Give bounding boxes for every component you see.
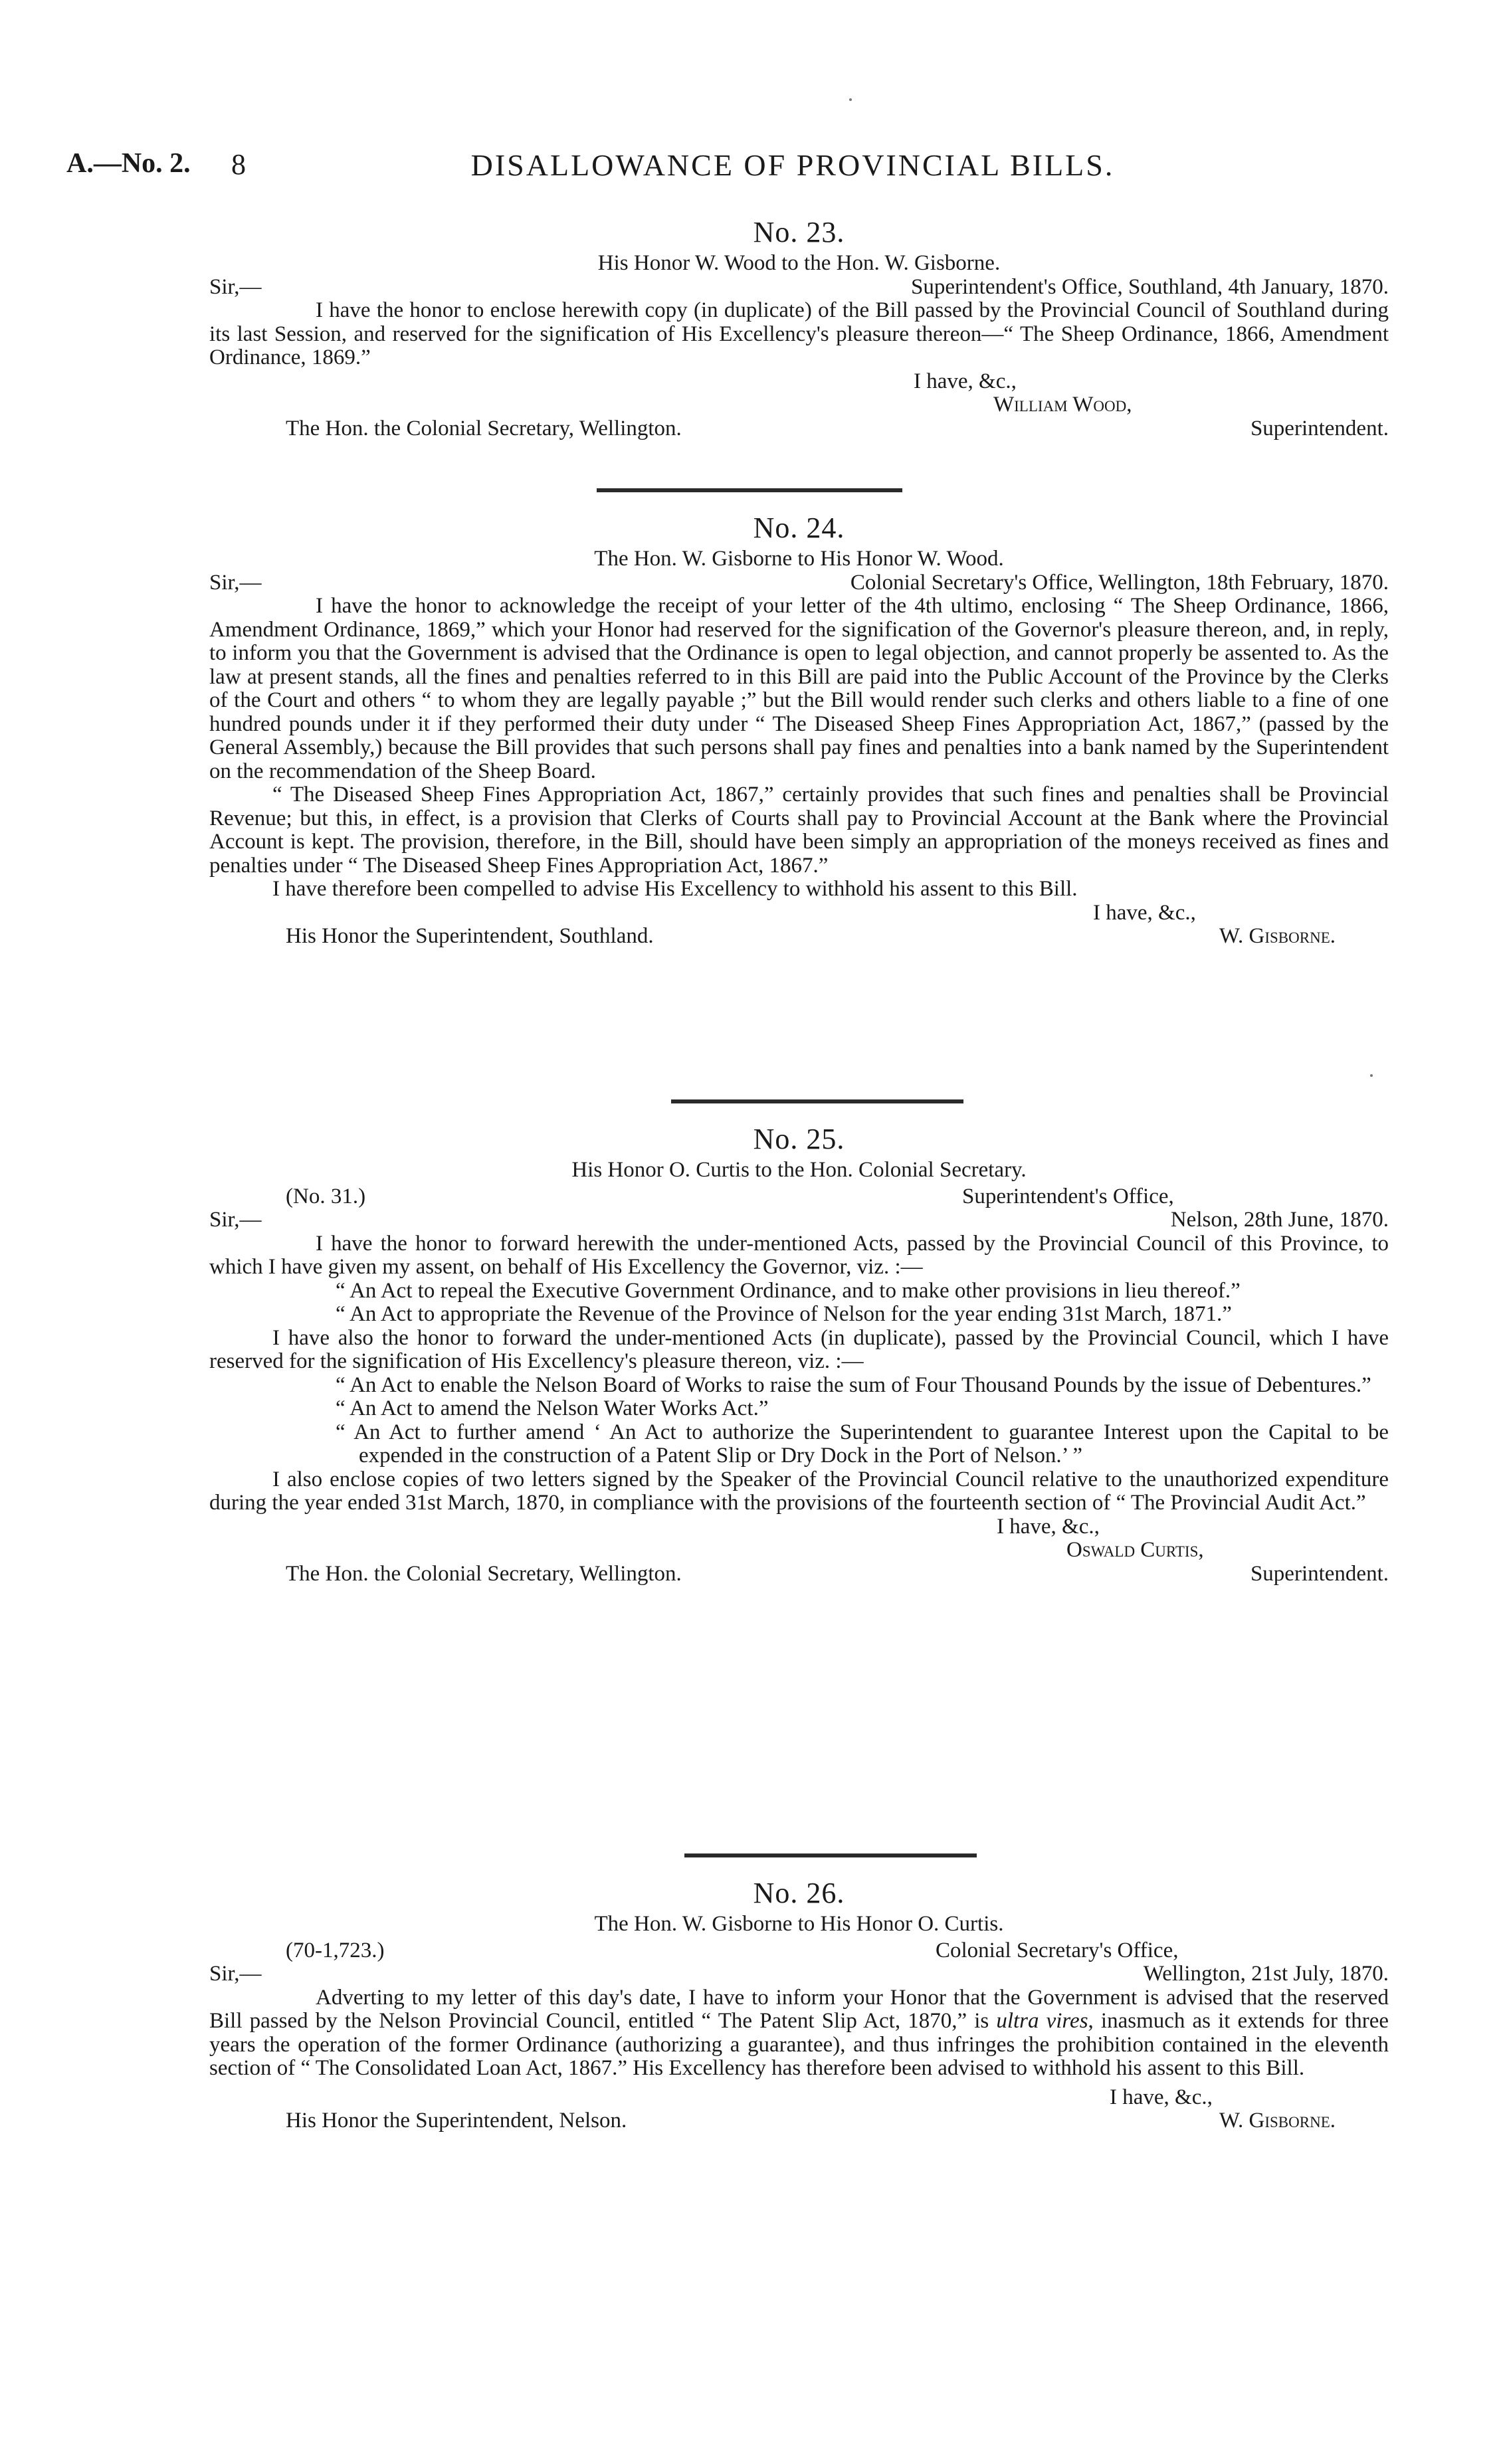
divider-rule bbox=[684, 1853, 977, 1857]
paper-reference: A.—No. 2. bbox=[66, 148, 191, 179]
page-header bbox=[0, 147, 1499, 194]
addressee: His Honor the Superintendent, Nelson. bbox=[286, 2109, 627, 2132]
salutation-row bbox=[209, 276, 1389, 300]
office: Superintendent's Office, bbox=[962, 1184, 1174, 1208]
acts-reserved-list bbox=[209, 1374, 1389, 1468]
addressee: His Honor the Superintendent, Southland. bbox=[286, 924, 654, 948]
signature-row bbox=[209, 393, 1389, 417]
signature-title: Superintendent. bbox=[1250, 416, 1389, 440]
signature: W. Gisborne. bbox=[1219, 924, 1336, 948]
act-item: “ An Act to further amend ‘ An Act to authorize the Superintendent to guarantee Interest upon the Capital to be expended in the construction of a Patent Slip or Dry Dock in the Port of Nelson.’ ” bbox=[336, 1420, 1389, 1468]
reference-row bbox=[209, 1939, 1389, 1963]
addressee-row bbox=[209, 2109, 1389, 2133]
letter-from-to: The Hon. W. Gisborne to His Honor W. Wood. bbox=[594, 547, 1004, 571]
closing-row bbox=[209, 2086, 1389, 2110]
letter-25 bbox=[209, 1123, 1389, 1586]
salutation: Sir,— bbox=[209, 274, 262, 299]
reference-row bbox=[209, 1185, 1389, 1209]
act-item: “ An Act to repeal the Executive Government Ordinance, and to make other provisions in lieu thereof.” bbox=[336, 1278, 1241, 1303]
place-date: Superintendent's Office, Southland, 4th January, 1870. bbox=[911, 274, 1389, 299]
page-title: DISALLOWANCE OF PROVINCIAL BILLS. bbox=[470, 148, 1115, 182]
salutation: Sir,— bbox=[209, 1962, 262, 1986]
place-date: Wellington, 21st July, 1870. bbox=[1143, 1962, 1389, 1986]
page-number: 8 bbox=[231, 148, 246, 181]
letter-paragraph: I also enclose copies of two letters signed by the Speaker of the Provincial Council relative to the unauthorized expenditure during the year ended 31st March, 1870, in compliance with the provisions of the fourteenth section of “ The Provincial Audit Act.” bbox=[209, 1467, 1389, 1515]
addressee-row bbox=[209, 925, 1389, 949]
divider-rule bbox=[671, 1099, 963, 1103]
letter-body bbox=[209, 1986, 1389, 2081]
signature: William Wood, bbox=[993, 393, 1132, 417]
salutation: Sir,— bbox=[209, 570, 262, 595]
body-text: Adverting to my letter of this day's date, I have to inform your Honor that the Government is advised that the reserved Bill passed by the Nelson Provincial Council, entitled “ The Patent Slip Act, 1870,” is bbox=[209, 1985, 1389, 2033]
act-item: “ An Act to amend the Nelson Water Works Act.” bbox=[336, 1396, 769, 1420]
signature: W. Gisborne. bbox=[1219, 2109, 1336, 2132]
signature-row bbox=[209, 1539, 1389, 1563]
addressee: The Hon. the Colonial Secretary, Wellington. bbox=[286, 1561, 682, 1586]
letter-paragraph: I have the honor to forward herewith the under-mentioned Acts, passed by the Provincial Council of this Province, to which I have given my assent, on behalf of His Excellency the Governor, viz. :— bbox=[209, 1231, 1389, 1279]
act-item: “ An Act to appropriate the Revenue of the Province of Nelson for the year ending 31st March, 1871.” bbox=[336, 1302, 1232, 1326]
letter-paragraph: I have also the honor to forward the under-mentioned Acts (in duplicate), passed by the Provincial Council, which I have reserved for the signification of His Excellency's pleasure thereon, viz. :— bbox=[209, 1325, 1389, 1373]
body-text: , inasmuch as it extends for three years the operation of the former Ordinance (authorizing a guarantee), and thus infringes the prohibition contained in the eleventh section of “ The Consolidated Loan Act, 1867.” His Excellency has therefore been advised to withhold his assent to this Bill. bbox=[209, 2009, 1389, 2080]
office: Colonial Secretary's Office, bbox=[936, 1938, 1179, 1962]
letter-23 bbox=[209, 216, 1389, 440]
addressee: The Hon. the Colonial Secretary, Wellington. bbox=[286, 416, 682, 440]
divider-rule bbox=[597, 488, 902, 492]
letter-from-to: His Honor O. Curtis to the Hon. Colonial Secretary. bbox=[571, 1158, 1027, 1182]
letter-reference: (No. 31.) bbox=[286, 1184, 366, 1208]
letter-number: No. 24. bbox=[753, 512, 845, 544]
closing: I have, &c., bbox=[914, 369, 1017, 393]
letter-26 bbox=[209, 1877, 1389, 2133]
acts-assented-list bbox=[209, 1279, 1389, 1327]
salutation-row bbox=[209, 1962, 1389, 1986]
letter-paragraph: “ The Diseased Sheep Fines Appropriation Act, 1867,” certainly provides that such fines and penalties shall be Provincial Revenue; but this, in effect, is a provision that Clerks of Courts shall pay to Provincial Account at the Bank where the Provincial Account is kept. The provision, therefore, in the Bill, should have been simply an appropriation of the moneys received as fines and penalties under “ The Diseased Sheep Fines Appropriation Act, 1867.” bbox=[209, 783, 1389, 878]
closing-row bbox=[209, 370, 1389, 394]
signature: Oswald Curtis, bbox=[1066, 1538, 1204, 1562]
closing: I have, &c., bbox=[1110, 2085, 1213, 2109]
letter-24 bbox=[209, 512, 1389, 949]
closing-row bbox=[209, 1515, 1389, 1539]
closing: I have, &c., bbox=[1093, 900, 1196, 925]
place-date: Nelson, 28th June, 1870. bbox=[1170, 1208, 1389, 1232]
salutation-row bbox=[209, 571, 1389, 595]
addressee-row bbox=[209, 417, 1389, 441]
letter-reference: (70-1,723.) bbox=[286, 1938, 385, 1962]
closing-row bbox=[209, 901, 1389, 925]
letter-body: I have the honor to enclose herewith copy (in duplicate) of the Bill passed by the Provincial Council of Southland during its last Session, and reserved for the signification of His Excellency's pleasure thereon—“ The Sheep Ordinance, 1866, Amendment Ordinance, 1869.” bbox=[209, 298, 1389, 369]
place-date: Colonial Secretary's Office, Wellington, 18th February, 1870. bbox=[850, 570, 1389, 595]
letter-from-to: The Hon. W. Gisborne to His Honor O. Curtis. bbox=[594, 1912, 1004, 1936]
scan-speck bbox=[849, 98, 852, 101]
letter-paragraph: I have the honor to acknowledge the receipt of your letter of the 4th ultimo, enclosing “ The Sheep Ordinance, 1866, Amendment Ordinance, 1869,” which your Honor had reserved for the signification of the Governor's pleasure thereon, and, in reply, to inform you that the Government is advised that the Ordinance is open to legal objection, and cannot properly be assented to. As the law at present stands, all the fines and penalties referred to in this Bill are paid into the Public Account of the Province by the Clerks of the Court and others “ to whom they are legally payable ;” but the Bill would render such clerks and others liable to a fine of one hundred pounds under it if they performed their duty under “ The Diseased Sheep Fines Appropriation Act, 1867,” (passed by the General Assembly,) because the Bill provides that such persons shall pay fines and penalties into a bank named by the Superintendent on the recommendation of the Sheep Board. bbox=[209, 594, 1389, 783]
letter-number: No. 25. bbox=[753, 1123, 845, 1155]
letter-number: No. 26. bbox=[753, 1877, 845, 1909]
act-item: “ An Act to enable the Nelson Board of Works to raise the sum of Four Thousand Pounds by the issue of Debentures.” bbox=[336, 1373, 1371, 1397]
signature-title: Superintendent. bbox=[1250, 1561, 1389, 1586]
letter-paragraph: I have therefore been compelled to advise His Excellency to withhold his assent to this Bill. bbox=[272, 877, 1078, 901]
addressee-row bbox=[209, 1563, 1389, 1586]
scan-speck bbox=[1370, 1074, 1373, 1077]
body-emphasis: ultra vires bbox=[996, 2009, 1088, 2033]
salutation-row bbox=[209, 1208, 1389, 1232]
salutation: Sir,— bbox=[209, 1208, 262, 1232]
letter-from-to: His Honor W. Wood to the Hon. W. Gisborne. bbox=[597, 251, 1001, 275]
closing: I have, &c., bbox=[997, 1514, 1100, 1539]
letter-number: No. 23. bbox=[753, 216, 845, 248]
